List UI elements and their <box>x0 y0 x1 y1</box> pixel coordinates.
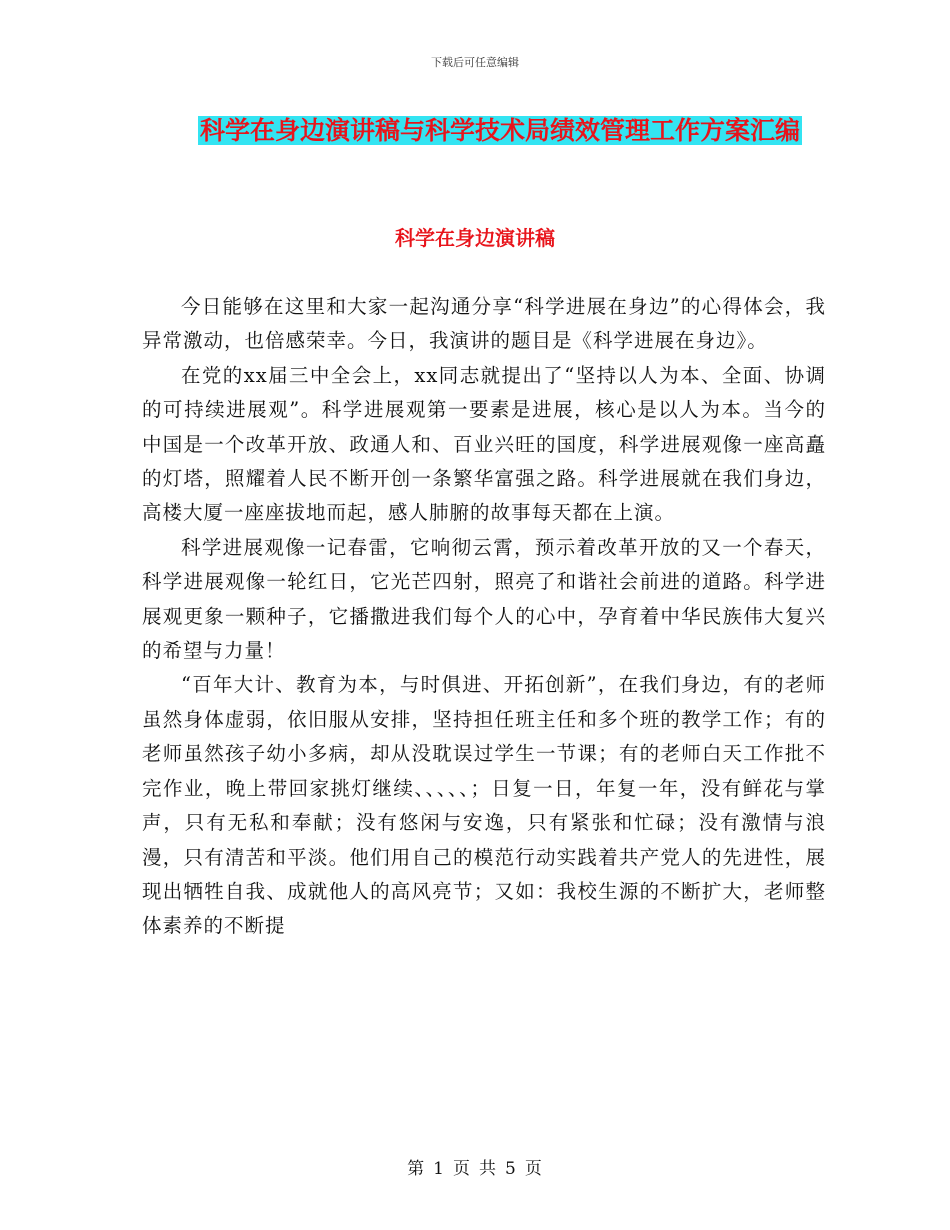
footer-total-pages: 5 <box>505 1159 517 1179</box>
footer-total-unit: 页 <box>524 1159 543 1179</box>
footer-total-label: 共 <box>479 1159 497 1179</box>
footer-page-unit: 页 <box>453 1159 471 1179</box>
document-title-text: 科学在身边演讲稿与科学技术局绩效管理工作方案汇编 <box>199 116 800 145</box>
document-body <box>142 290 826 944</box>
body-paragraph: “百年大计、教育为本，与时俱进、开拓创新”，在我们身边，有的老师虽然身体虚弱，依旧服从安排，坚持担任班主任和多个班的教学工作；有的老师虽然孩子幼小多病，却从没耽误过学生一节课；有的老师白天工作批不完作业，晚上带回家挑灯继续、、、、、；日复一日，年复一年，没有鲜花与掌声，只有无私和奉献；没有悠闲与安逸，只有紧张和忙碌；没有激情与浪漫，只有清苦和平淡。他们用自己的模范行动实践着共产党人的先进性，展现出牺牲自我、成就他人的高风亮节；又如：我校生源的不断扩大，老师整体素养的不断提 <box>142 673 826 938</box>
footer-page-label: 第 <box>407 1159 426 1179</box>
header-note: 下载后可任意编辑 <box>431 56 519 69</box>
document-title <box>160 110 840 152</box>
section-title: 科学在身边演讲稿 <box>395 226 555 250</box>
body-paragraph: 今日能够在这里和大家一起沟通分享“科学进展在身边”的心得体会，我异常激动，也倍感荣幸。今日，我演讲的题目是《科学进展在身边》。 <box>142 295 826 353</box>
footer-current-page: 1 <box>433 1159 445 1179</box>
body-paragraph: 在党的xx届三中全会上，xx同志就提出了“坚持以人为本、全面、协调的可持续进展观”。科学进展观第一要素是进展，核心是以人为本。当今的中国是一个改革开放、政通人和、百业兴旺的国度，科学进展观像一座高矗的灯塔，照耀着人民不断开创一条繁华富强之路。科学进展就在我们身边，高楼大厦一座座拔地而起，感人肺腑的故事每天都在上演。 <box>142 363 826 525</box>
page-footer <box>0 1154 950 1179</box>
body-paragraph: 科学进展观像一记春雷，它响彻云霄，预示着改革开放的又一个春天，科学进展观像一轮红日，它光芒四射，照亮了和谐社会前进的道路。科学进展观更象一颗种子，它播撒进我们每个人的心中，孕育着中华民族伟大复兴的希望与力量！ <box>142 535 826 663</box>
